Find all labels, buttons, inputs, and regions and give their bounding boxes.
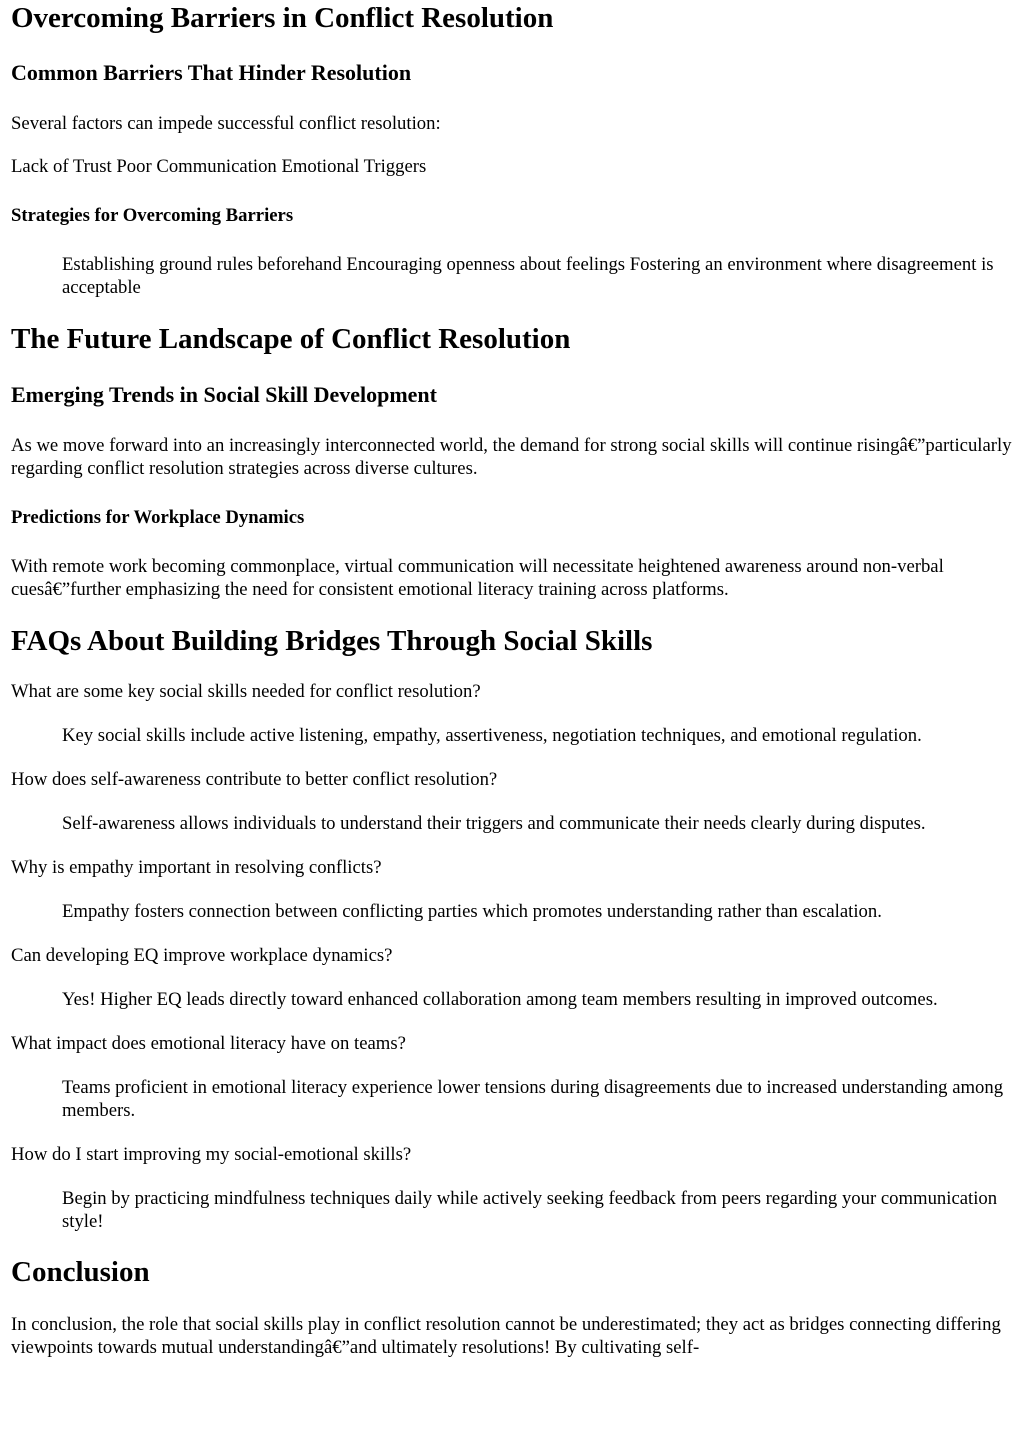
faq-answer: Begin by practicing mindfulness techniques daily while actively seeking feedback from peers regarding your communication style! [62, 1188, 998, 1232]
emerging-trends-paragraph: As we move forward into an increasingly interconnected world, the demand for strong social skills will continue risingâ€”particularly regarding conflict resolution strategies across diverse cultures. [11, 435, 1012, 479]
subheading-predictions: Predictions for Workplace Dynamics [11, 507, 305, 528]
faq-question: How does self-awareness contribute to better conflict resolution? [11, 769, 498, 790]
faq-list [11, 680, 1014, 1233]
faq-question: What impact does emotional literacy have on teams? [11, 1033, 406, 1054]
faq-question: What are some key social skills needed for conflict resolution? [11, 681, 481, 702]
faq-answer: Key social skills include active listening, empathy, assertiveness, negotiation techniques, and emotional regulation. [62, 725, 922, 746]
section-title-barriers: Overcoming Barriers in Conflict Resolution [11, 2, 554, 34]
faq-answer: Yes! Higher EQ leads directly toward enhanced collaboration among team members resulting in improved outcomes. [62, 989, 938, 1010]
faq-answer: Self-awareness allows individuals to understand their triggers and communicate their needs clearly during disputes. [62, 813, 926, 834]
faq-question: Why is empathy important in resolving conflicts? [11, 857, 382, 878]
barriers-intro: Several factors can impede successful conflict resolution: [11, 113, 441, 134]
conclusion-paragraph: In conclusion, the role that social skills play in conflict resolution cannot be underestimated; they act as bridges connecting differing viewpoints towards mutual understandingâ€”and ultimately resolutions! By cultivating self- [11, 1314, 1001, 1358]
faq-answer: Empathy fosters connection between conflicting parties which promotes understanding rather than escalation. [62, 901, 882, 922]
section-title-faqs: FAQs About Building Bridges Through Social Skills [11, 625, 653, 657]
subheading-emerging-trends: Emerging Trends in Social Skill Development [11, 382, 437, 407]
section-title-conclusion: Conclusion [11, 1256, 150, 1288]
predictions-paragraph: With remote work becoming commonplace, virtual communication will necessitate heightened awareness around non-verbal cuesâ€”further emphasizing the need for consistent emotional literacy training across platforms. [11, 556, 944, 600]
faq-question: Can developing EQ improve workplace dynamics? [11, 945, 393, 966]
barriers-list: Lack of Trust Poor Communication Emotional Triggers [11, 156, 427, 177]
faq-answer: Teams proficient in emotional literacy experience lower tensions during disagreements due to increased understanding among members. [62, 1077, 1004, 1121]
strategies-list: Establishing ground rules beforehand Encouraging openness about feelings Fostering an environment where disagreement is acceptable [62, 254, 994, 298]
subheading-common-barriers: Common Barriers That Hinder Resolution [11, 60, 412, 85]
section-title-future: The Future Landscape of Conflict Resolution [11, 323, 571, 355]
faq-question: How do I start improving my social-emotional skills? [11, 1144, 412, 1165]
subheading-strategies: Strategies for Overcoming Barriers [11, 205, 294, 226]
